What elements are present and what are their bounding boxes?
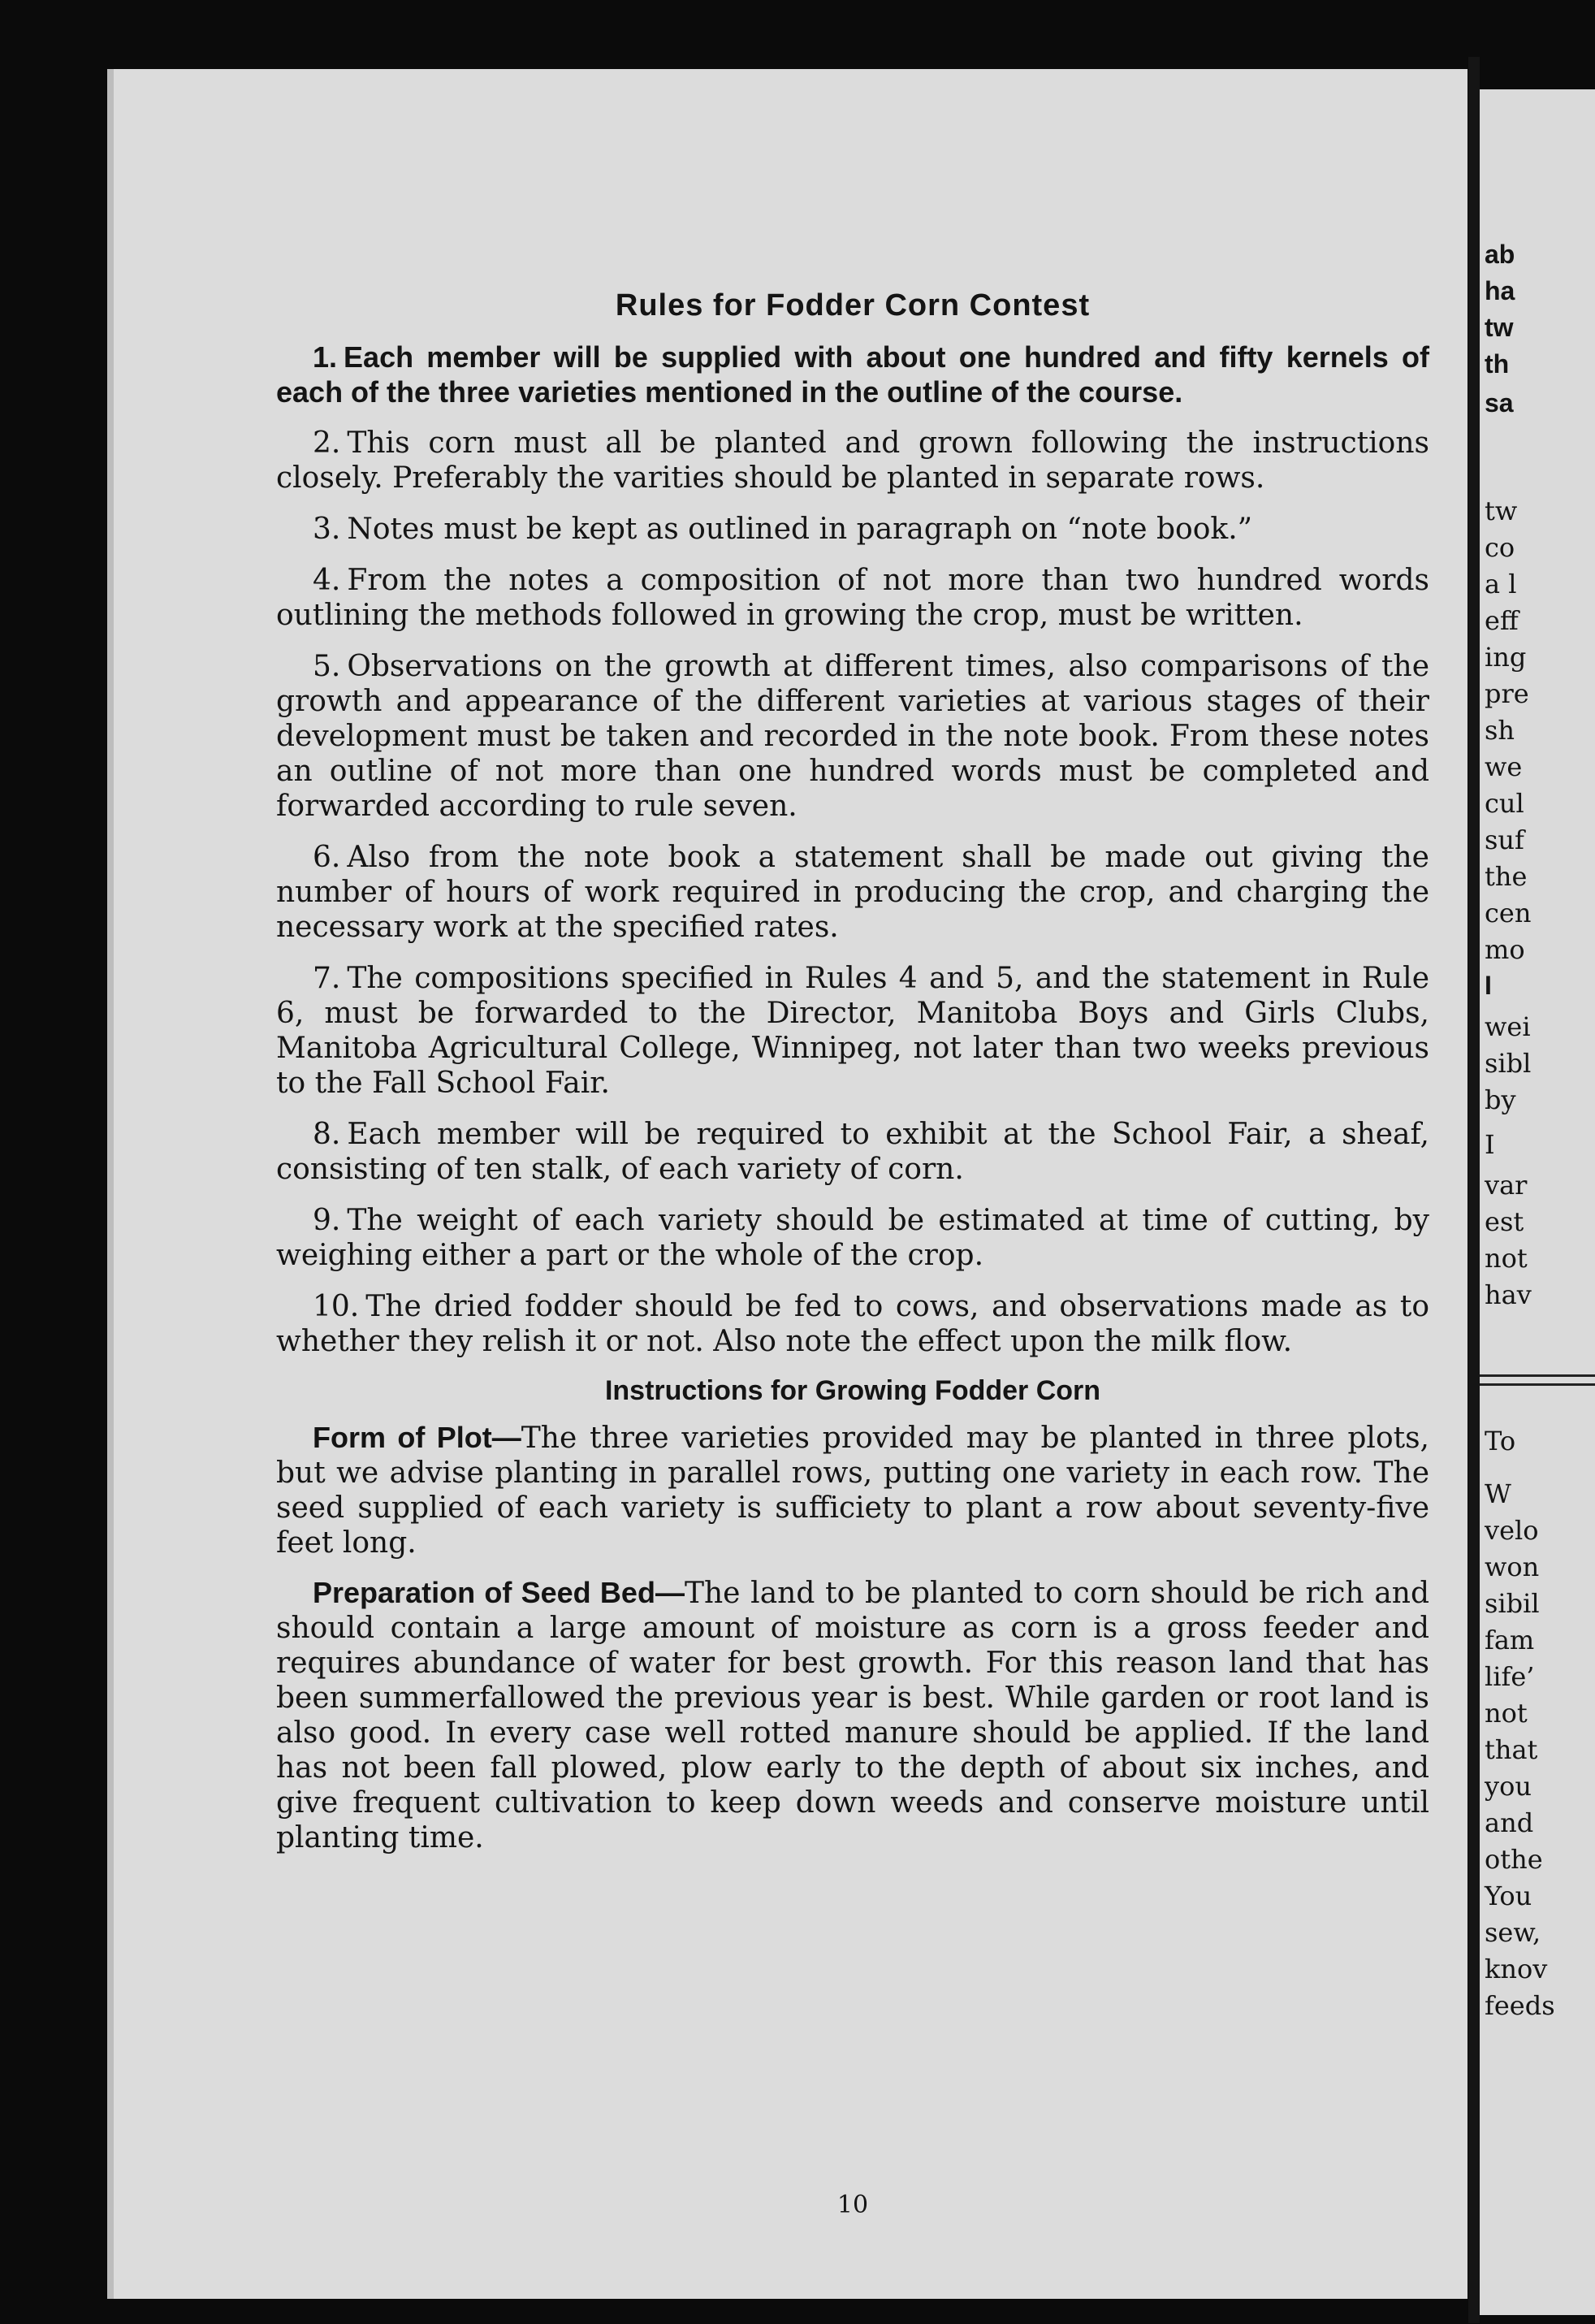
next-page-fragment: tw [1485, 496, 1518, 526]
rule-item [276, 512, 1429, 547]
instruction-paragraph [276, 1420, 1429, 1560]
next-page-fragment: won [1485, 1551, 1540, 1582]
rule-number: 7. [313, 962, 341, 995]
rule-text: Each member will be supplied with about one hundred and fifty kernels of each of the three varieties mentioned in the outline of the course. [276, 340, 1429, 409]
next-page-fragment: eff [1485, 605, 1519, 636]
next-page-fragment: suf [1485, 824, 1524, 855]
next-page-fragment: est [1485, 1206, 1524, 1237]
next-page-fragment: othe [1485, 1844, 1543, 1875]
next-page-fragment: var [1485, 1170, 1528, 1201]
next-page-fragment: feeds [1485, 1990, 1555, 2021]
next-page-fragment: tw [1485, 313, 1514, 342]
next-page-fragment: that [1485, 1734, 1538, 1765]
rule-item [276, 1203, 1429, 1273]
instruction-paragraphs [276, 1420, 1429, 1855]
rule-number: 6. [313, 841, 341, 874]
rule-text: The dried fodder should be fed to cows, and observations made as to whether they relish it or not. Also note the effect upon the milk flow. [276, 1290, 1429, 1358]
rule-text: The compositions specified in Rules 4 and 5, and the statement in Rule 6, must be forwarded to the Director, Manitoba Boys and Girls Clubs, Manitoba Agricultural College, Winnipeg, not later than two weeks previous to the Fall School Fair. [276, 962, 1429, 1100]
next-page-fragment: velo [1485, 1515, 1539, 1546]
next-page-fragment: sibl [1485, 1048, 1532, 1079]
rule-number: 5. [313, 650, 341, 683]
next-page-fragment: I [1485, 971, 1492, 1000]
rule-number: 10. [313, 1290, 360, 1323]
book-page-right-edge [1480, 89, 1595, 2315]
next-page-fragment: not [1485, 1698, 1528, 1729]
next-page-fragment: ab [1485, 240, 1515, 269]
next-page-fragment: sibil [1485, 1588, 1540, 1619]
paragraph-text: The three varieties provided may be planted in three plots, but we advise planting in parallel rows, putting one variety in each row. The seed supplied of each variety is sufficiety to plant a row about seventy-five feet long. [276, 1422, 1429, 1560]
next-page-fragment: sh [1485, 715, 1515, 746]
rule-item [276, 649, 1429, 824]
page-number: 10 [836, 2191, 869, 2219]
next-page-fragment: and [1485, 1807, 1534, 1838]
rule-text: Each member will be required to exhibit at the School Fair, a sheaf, consisting of ten stalk, of each variety of corn. [276, 1118, 1429, 1186]
rule-item [276, 563, 1429, 633]
next-page-fragment: th [1485, 349, 1510, 379]
next-page-fragment: pre [1485, 678, 1529, 709]
rule-item [276, 1289, 1429, 1359]
rule-item [276, 1117, 1429, 1187]
next-page-fragment: co [1485, 532, 1515, 563]
next-page-fragment: cen [1485, 898, 1532, 928]
book-spine [1468, 57, 1480, 2323]
next-page-fragment: ha [1485, 276, 1515, 305]
rule-item [276, 426, 1429, 496]
next-page-fragment: mo [1485, 934, 1525, 965]
next-page-fragment: You [1485, 1880, 1532, 1911]
next-page-fragment: sew, [1485, 1917, 1541, 1948]
next-page-fragment: To [1485, 1426, 1516, 1456]
instruction-paragraph [276, 1575, 1429, 1855]
rule-number: 4. [313, 564, 341, 597]
section-subtitle: Instructions for Growing Fodder Corn [604, 1375, 1101, 1406]
rule-number: 9. [313, 1204, 341, 1237]
rule-item [276, 961, 1429, 1101]
next-page-fragment: a l [1485, 569, 1517, 599]
next-page-fragment: knov [1485, 1954, 1548, 1984]
page-content [276, 288, 1429, 2219]
next-page-fragment: cul [1485, 788, 1524, 819]
next-page-fragment: you [1485, 1771, 1532, 1802]
next-page-fragment: the [1485, 861, 1528, 892]
next-page-fragment: W [1485, 1478, 1511, 1509]
rules-list [276, 340, 1429, 1359]
rule-item [276, 840, 1429, 945]
rule-number: 2. [313, 426, 341, 460]
next-page-fragment: fam [1485, 1625, 1535, 1655]
rule-text: Notes must be kept as outlined in paragraph on “note book.” [347, 513, 1253, 546]
double-rule-divider [1480, 1374, 1595, 1386]
paragraph-text: The land to be planted to corn should be rich and should contain a large amount of moisture as corn is a gross feeder and requires abundance of water for best growth. For this reason land that has been summerfallowed the previous year is best. While garden or root land is also good. In every case well rotted manure should be applied. If the land has not been fall plowed, plow early to the depth of about six inches, and give frequent cultivation to keep down weeds and conserve moisture until planting time. [276, 1577, 1429, 1854]
rule-text: The weight of each variety should be estimated at time of cutting, by weighing either a part or the whole of the crop. [276, 1204, 1429, 1272]
paragraph-heading: Preparation of Seed Bed— [313, 1576, 685, 1609]
next-page-fragment: sa [1485, 388, 1514, 418]
rule-text: Observations on the growth at different times, also comparisons of the growth and appearance of the different varieties at various stages of their development must be taken and recorded in the note book. From these notes an outline of not more than one hundred words must be completed and forwarded according to rule seven. [276, 650, 1429, 823]
next-page-fragment: I [1485, 1129, 1495, 1160]
rule-number: 8. [313, 1118, 341, 1151]
next-page-fragment: life’ [1485, 1661, 1535, 1692]
next-page-fragment: we [1485, 751, 1523, 782]
page-title: Rules for Fodder Corn Contest [615, 288, 1091, 322]
next-page-fragment: hav [1485, 1279, 1532, 1310]
rule-number: 1. [313, 340, 338, 374]
rule-text: This corn must all be planted and grown following the instructions closely. Preferably the varities should be planted in separate rows. [276, 426, 1429, 495]
next-page-fragment: by [1485, 1084, 1516, 1115]
rule-item [276, 340, 1429, 409]
book-page-left [107, 69, 1467, 2299]
rule-number: 3. [313, 513, 341, 546]
rule-text: Also from the note book a statement shall be made out giving the number of hours of work required in producing the crop, and charging the necessary work at the specified rates. [276, 841, 1429, 944]
paragraph-heading: Form of Plot— [313, 1421, 521, 1454]
next-page-fragment: ing [1485, 642, 1527, 673]
next-page-fragment: wei [1485, 1011, 1531, 1042]
next-page-fragment: not [1485, 1243, 1528, 1274]
rule-text: From the notes a composition of not more than two hundred words outlining the methods followed in growing the crop, must be written. [276, 564, 1429, 632]
